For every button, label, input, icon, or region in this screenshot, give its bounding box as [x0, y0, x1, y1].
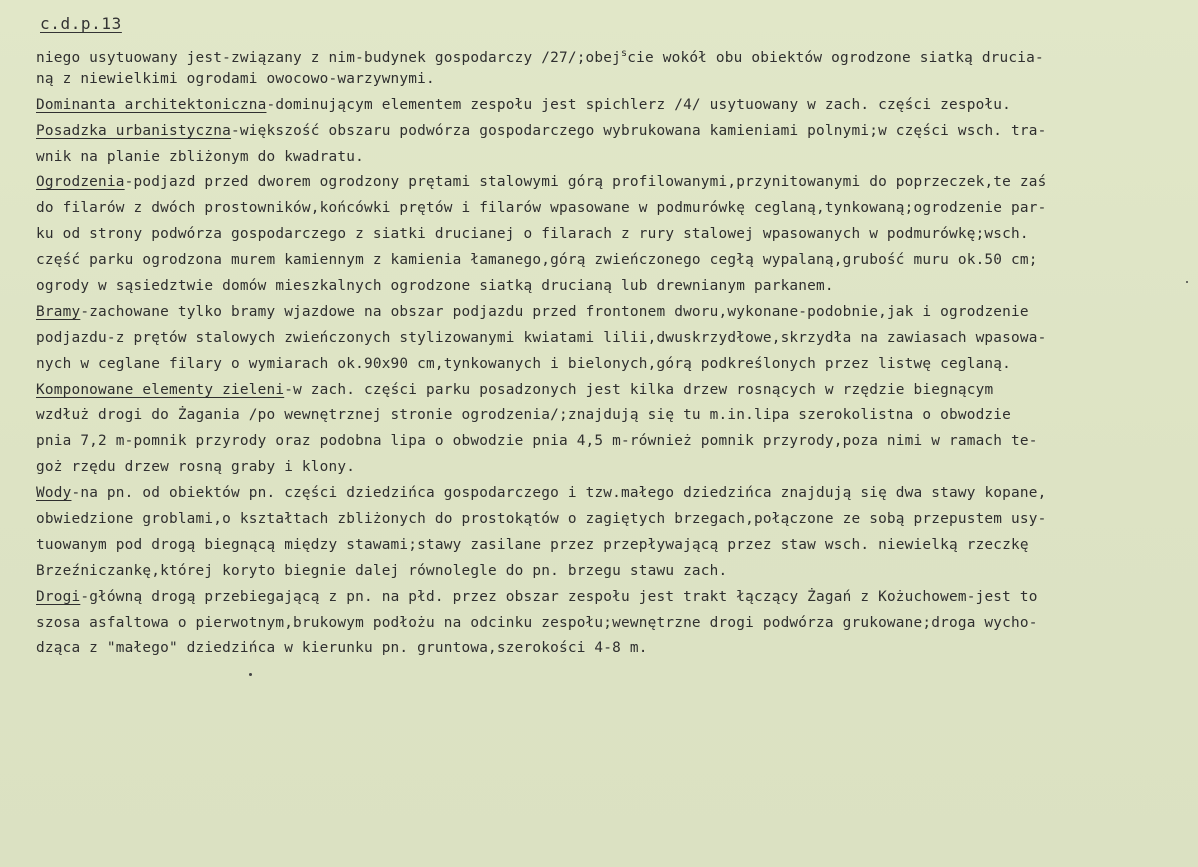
paragraph-zieleni — [36, 378, 1186, 482]
text-line — [36, 119, 1186, 145]
section-term: Posadzka urbanistyczna — [36, 122, 232, 139]
text-segment: cie wokół obu obiektów ogrodzone siatką drucia- — [627, 50, 1044, 66]
text-line: szosa asfaltowa o pierwotnym,brukowym podłożu na odcinku zespołu;wewnętrzne drogi podwórza grukowane;droga wycho- — [36, 614, 1038, 631]
section-term: Ogrodzenia — [36, 174, 125, 191]
text-line: wnik na planie zbliżonym do kwadratu. — [36, 148, 364, 165]
text-line — [36, 170, 1186, 196]
text-line: ogrody w sąsiedztwie domów mieszkalnych ogrodzone siatką drucianą lub drewnianym parkanem. — [36, 278, 834, 295]
section-term: Komponowane elementy zieleni — [36, 381, 285, 398]
ink-speck — [249, 673, 252, 676]
page-number-header: c.d.p.13 — [40, 14, 122, 33]
text-line — [36, 300, 1186, 326]
text-line: tuowanym pod drogą biegnącą między stawami;stawy zasilane przez przepływającą przez staw wsch. niewielką rzeczkę — [36, 536, 1029, 553]
text-line — [36, 378, 1186, 404]
text-line: ku od strony podwórza gospodarczego z siatki drucianej o filarach z rury stalowej wpasowanych w podmurówkę;wsch. — [36, 226, 1029, 243]
paragraph-ogrodzenia — [36, 170, 1186, 299]
text-segment: -dominującym elementem zespołu jest spichlerz /4/ usytuowany w zach. części zespołu. — [266, 96, 1012, 113]
text-line: nych w ceglane filary o wymiarach ok.90x90 cm,tynkowanych i bielonych,górą podkreślonych przez listwę ceglaną. — [36, 355, 1012, 372]
document-body — [36, 41, 1186, 662]
text-line: goż rzędu drzew rosną graby i klony. — [36, 459, 356, 476]
text-line — [36, 585, 1186, 611]
text-line: pnia 7,2 m-pomnik przyrody oraz podobna lipa o obwodzie pnia 4,5 m-również pomnik przyrody,poza nimi w ramach te- — [36, 433, 1038, 450]
paragraph-wody — [36, 481, 1186, 585]
text-line: wzdłuż drogi do Żagania /po wewnętrznej stronie ogrodzenia/;znajdują się tu m.in.lipa szerokolistna o obwodzie — [36, 407, 1012, 424]
ink-speck — [1186, 281, 1188, 283]
section-term: Dominanta architektoniczna — [36, 96, 267, 113]
paragraph-dominanta — [36, 93, 1186, 119]
text-segment: -podjazd przed dworem ogrodzony prętami stalowymi górą profilowanymi,przynitowanymi do poprzeczek,te zaś — [124, 174, 1047, 191]
text-segment: -większość obszaru podwórza gospodarczego wybrukowana kamieniami polnymi;w części wsch. tra- — [231, 122, 1047, 139]
section-term: Drogi — [36, 588, 81, 605]
paragraph-bramy — [36, 300, 1186, 378]
text-line — [36, 93, 1186, 119]
section-term: Bramy — [36, 303, 81, 320]
text-line: do filarów z dwóch prostowników,końcówki prętów i filarów wpasowane w podmurówkę ceglaną,tynkowaną;ogrodzenie par- — [36, 200, 1047, 217]
text-segment: niego usytuowany jest-związany z nim-budynek gospodarczy /27/;obej — [36, 50, 622, 66]
text-segment: -główną drogą przebiegającą z pn. na płd. przez obszar zespołu jest trakt łączący Żagań z Kożuchowem-jest to — [80, 588, 1038, 605]
text-line: obwiedzione groblami,o kształtach zbliżonych do prostokątów o zagiętych brzegach,połączone ze sobą przepustem usy- — [36, 511, 1047, 528]
section-term: Wody — [36, 485, 72, 502]
text-line: Brzeźniczankę,której koryto biegnie dalej równolegle do pn. brzegu stawu zach. — [36, 562, 728, 579]
text-line — [36, 481, 1186, 507]
text-line: ną z niewielkimi ogrodami owocowo-warzywnymi. — [36, 70, 435, 87]
paragraph-continuation — [36, 41, 1186, 93]
text-segment: -w zach. części parku posadzonych jest kilka drzew rosnących w rzędzie biegnącym — [284, 381, 994, 398]
superscript-correction: s — [621, 48, 628, 59]
text-line: dząca z "małego" dziedzińca w kierunku pn. gruntowa,szerokości 4-8 m. — [36, 640, 648, 657]
text-line — [36, 41, 1186, 67]
paragraph-drogi — [36, 585, 1186, 663]
text-segment: -na pn. od obiektów pn. części dziedzińca gospodarczego i tzw.małego dziedzińca znajdują się dwa stawy kopane, — [71, 485, 1047, 502]
text-segment: -zachowane tylko bramy wjazdowe na obszar podjazdu przed frontonem dworu,wykonane-podobnie,jak i ogrodzenie — [80, 303, 1029, 320]
paragraph-posadzka — [36, 119, 1186, 171]
text-line: część parku ogrodzona murem kamiennym z kamienia łamanego,górą zwieńczonego cegłą wypalaną,grubość muru ok.50 cm; — [36, 252, 1038, 269]
text-line: podjazdu-z prętów stalowych zwieńczonych stylizowanymi kwiatami lilii,dwuskrzydłowe,skrzydła na zawiasach wpasowa- — [36, 329, 1047, 346]
